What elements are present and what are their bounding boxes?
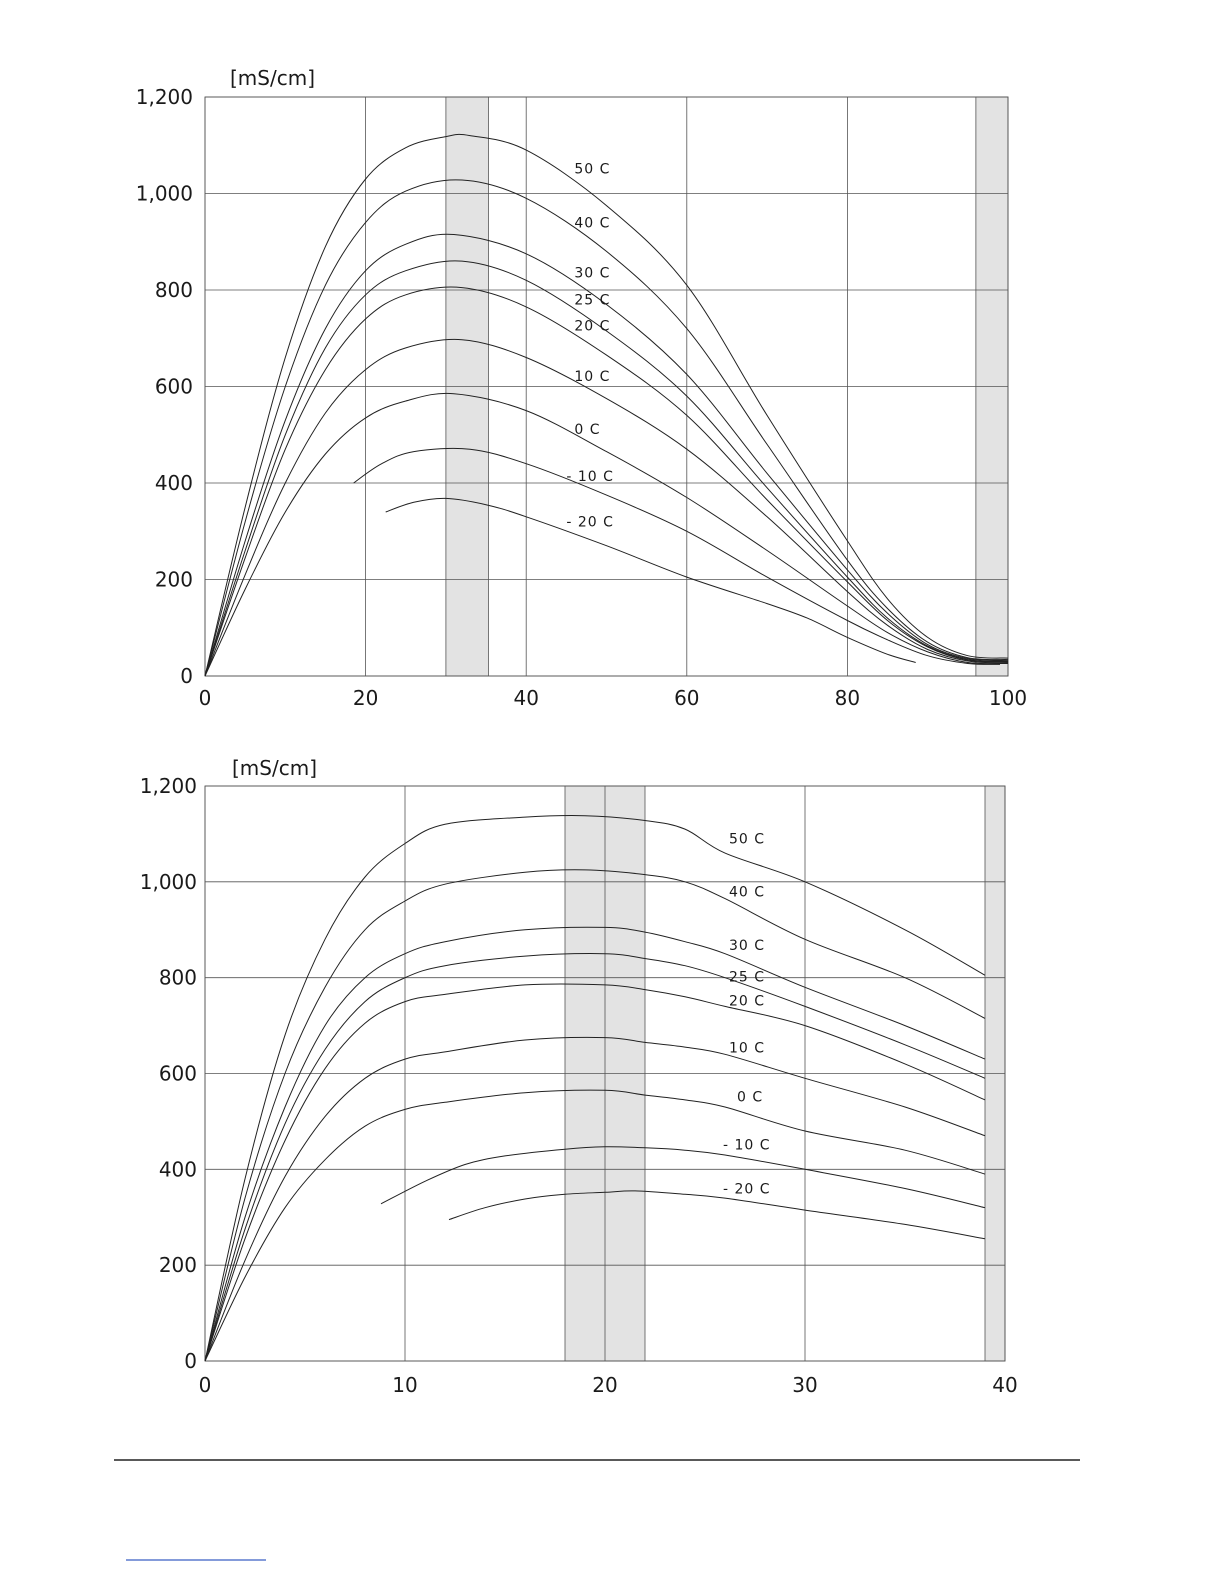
y-tick-label: 400	[154, 471, 193, 495]
y-tick-label: 800	[154, 278, 193, 302]
series-line	[205, 180, 1008, 676]
y-axis-unit-label: [mS/cm]	[232, 756, 317, 780]
y-tick-label: 1,000	[139, 869, 197, 894]
x-tick-label: 60	[674, 686, 700, 710]
series-label: 50 C	[729, 831, 766, 848]
series-label: 20 C	[729, 993, 766, 1010]
conductivity-chart-bottom	[140, 756, 1018, 1397]
series-line	[449, 1191, 985, 1239]
series-line	[205, 393, 1008, 676]
series-label: 0 C	[737, 1089, 764, 1106]
y-tick-label: 1,200	[135, 85, 193, 109]
series-line	[205, 339, 1008, 676]
x-tick-label: 0	[198, 1373, 212, 1397]
x-tick-label: 30	[792, 1373, 818, 1397]
series-label: 10 C	[729, 1040, 766, 1057]
x-tick-label: 20	[592, 1373, 618, 1397]
x-tick-label: 0	[198, 686, 212, 710]
x-tick-label: 10	[392, 1373, 418, 1397]
y-tick-label: 800	[158, 965, 197, 990]
x-tick-label: 40	[992, 1373, 1018, 1397]
series-label: - 20 C	[723, 1181, 771, 1198]
series-label: 30 C	[729, 938, 766, 955]
series-label: 40 C	[729, 884, 766, 901]
y-tick-label: 200	[154, 567, 193, 592]
series-label: - 10 C	[723, 1137, 771, 1154]
series-label: 10 C	[574, 368, 611, 385]
series-label: - 10 C	[566, 469, 614, 486]
y-tick-label: 600	[154, 374, 193, 399]
series-label: 0 C	[574, 421, 601, 438]
series-label: 25 C	[729, 969, 766, 986]
series-label: 40 C	[574, 215, 611, 232]
y-axis-unit-label: [mS/cm]	[230, 66, 315, 90]
y-tick-label: 1,200	[139, 774, 197, 798]
y-tick-label: 0	[180, 664, 193, 688]
series-label: 50 C	[574, 161, 611, 178]
conductivity-chart-top	[136, 66, 1027, 710]
x-tick-label: 40	[513, 686, 539, 710]
y-tick-label: 600	[158, 1061, 197, 1086]
x-tick-label: 20	[352, 686, 379, 710]
series-label: 25 C	[574, 292, 611, 309]
y-tick-label: 200	[158, 1253, 197, 1278]
series-label: 30 C	[574, 265, 611, 282]
y-tick-label: 400	[158, 1157, 197, 1182]
series-label: - 20 C	[566, 514, 614, 531]
x-tick-label: 100	[988, 686, 1028, 710]
series-line	[381, 1147, 985, 1208]
series-label: 20 C	[574, 318, 611, 335]
y-tick-label: 0	[184, 1349, 197, 1373]
y-tick-label: 1,000	[135, 181, 193, 206]
x-tick-label: 80	[834, 686, 861, 710]
